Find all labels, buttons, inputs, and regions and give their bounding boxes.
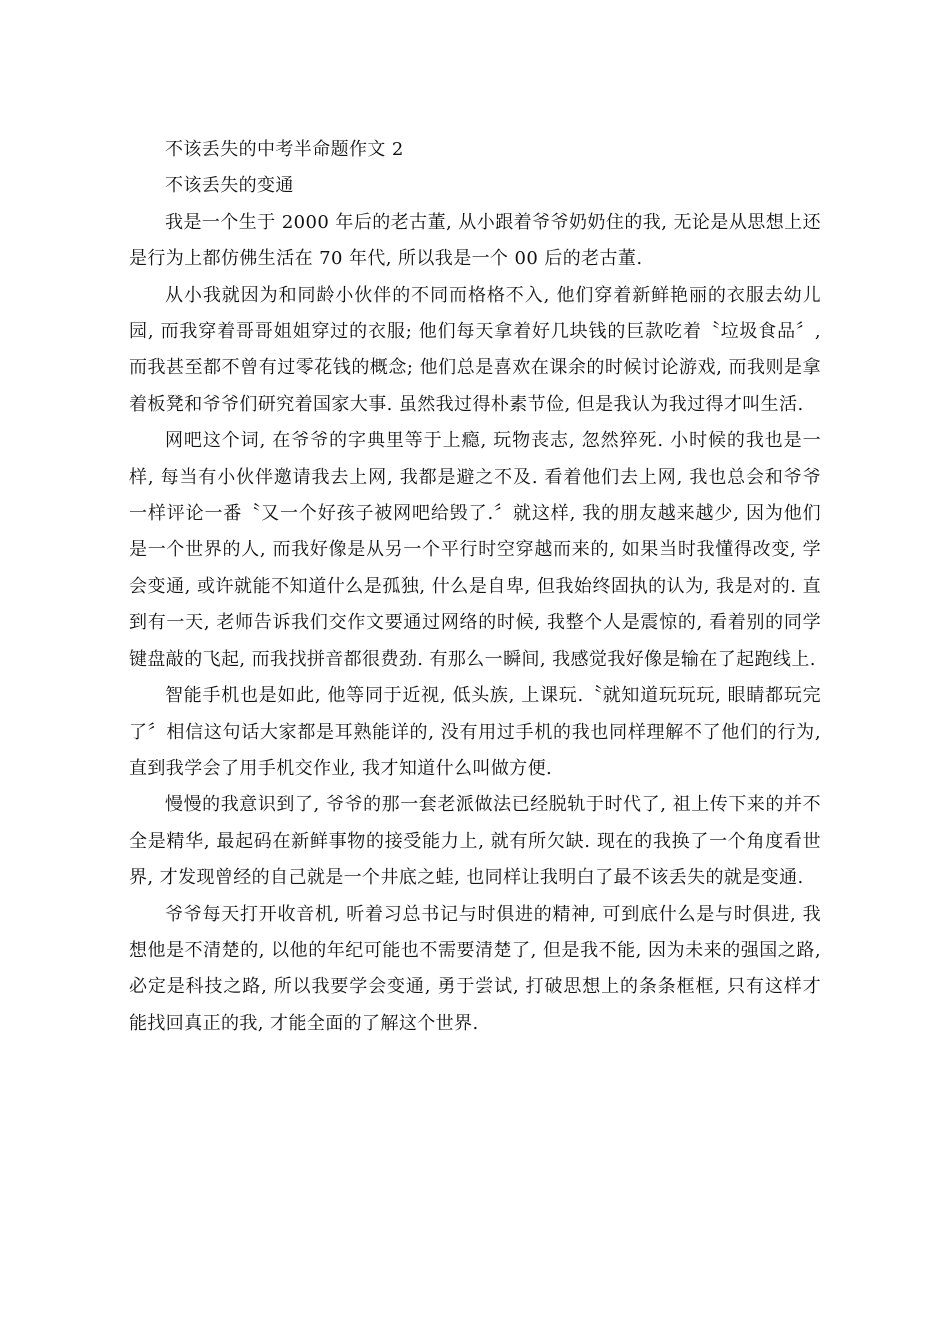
paragraph-5: 慢慢的我意识到了, 爷爷的那一套老派做法已经脱轨于时代了, 祖上传下来的并不全是精华, 最起码在新鲜事物的接受能力上, 就有所欠缺. 现在的我换了一个角度看世界, 才发现曾经的自己就是一个井底之蛙, 也同样让我明白了最不该丢失的就是变通.: [129, 794, 821, 889]
document-subtitle: 不该丢失的变通: [165, 175, 294, 197]
paragraph-4: 智能手机也是如此, 他等同于近视, 低头族, 上课玩.〝就知道玩玩玩, 眼睛都玩完了〞相信这句话大家都是耳熟能详的, 没有用过手机的我也同样理解不了他们的行为, 直到我学会了用手机交作业, 我才知道什么叫做方便.: [129, 685, 821, 779]
paragraph-6: 爷爷每天打开收音机, 听着习总书记与时俱进的精神, 可到底什么是与时俱进, 我想他是不清楚的, 以他的年纪可能也不需要清楚了, 但是我不能, 因为未来的强国之路, 必定是科技之路, 所以我要学会变通, 勇于尝试, 打破思想上的条条框框, 只有这样才能找回真正的我, 才能全面的了解这个世界.: [129, 903, 821, 1034]
paragraph-3: 网吧这个词, 在爷爷的字典里等于上瘾, 玩物丧志, 忽然猝死. 小时候的我也是一样, 每当有小伙伴邀请我去上网, 我都是避之不及. 看着他们去上网, 我也总会和爷爷一样评论一番〝又一个好孩子被网吧给毁了.〞就这样, 我的朋友越来越少, 因为他们是一个世界的人, 而我好像是从另一个平行时空穿越而来的, 如果当时我懂得改变, 学会变通, 或许就能不知道什么是孤独, 什么是自卑, 但我始终固执的认为, 我是对的. 直到有一天, 老师告诉我们交作文要通过网络的时候, 我整个人是震惊的, 看着别的同学键盘敲的飞起, 而我找拼音都很费劲. 有那么一瞬间, 我感觉我好像是输在了起跑线上.: [129, 430, 821, 670]
paragraph-2: 从小我就因为和同龄小伙伴的不同而格格不入, 他们穿着新鲜艳丽的衣服去幼儿园, 而我穿着哥哥姐姐穿过的衣服; 他们每天拿着好几块钱的巨款吃着〝垃圾食品〞, 而我甚至都不曾有过零花钱的概念; 他们总是喜欢在课余的时候讨论游戏, 而我则是拿着板凳和爷爷们研究着国家大事. 虽然我过得朴素节俭, 但是我认为我过得才叫生活.: [129, 284, 821, 415]
document-page: [129, 132, 821, 1042]
paragraph-1: 我是一个生于 2000 年后的老古董, 从小跟着爷爷奶奶住的我, 无论是从思想上还是行为上都仿佛生活在 70 年代, 所以我是一个 00 后的老古董.: [129, 211, 821, 270]
document-title: 不该丢失的中考半命题作文 2: [165, 139, 404, 160]
